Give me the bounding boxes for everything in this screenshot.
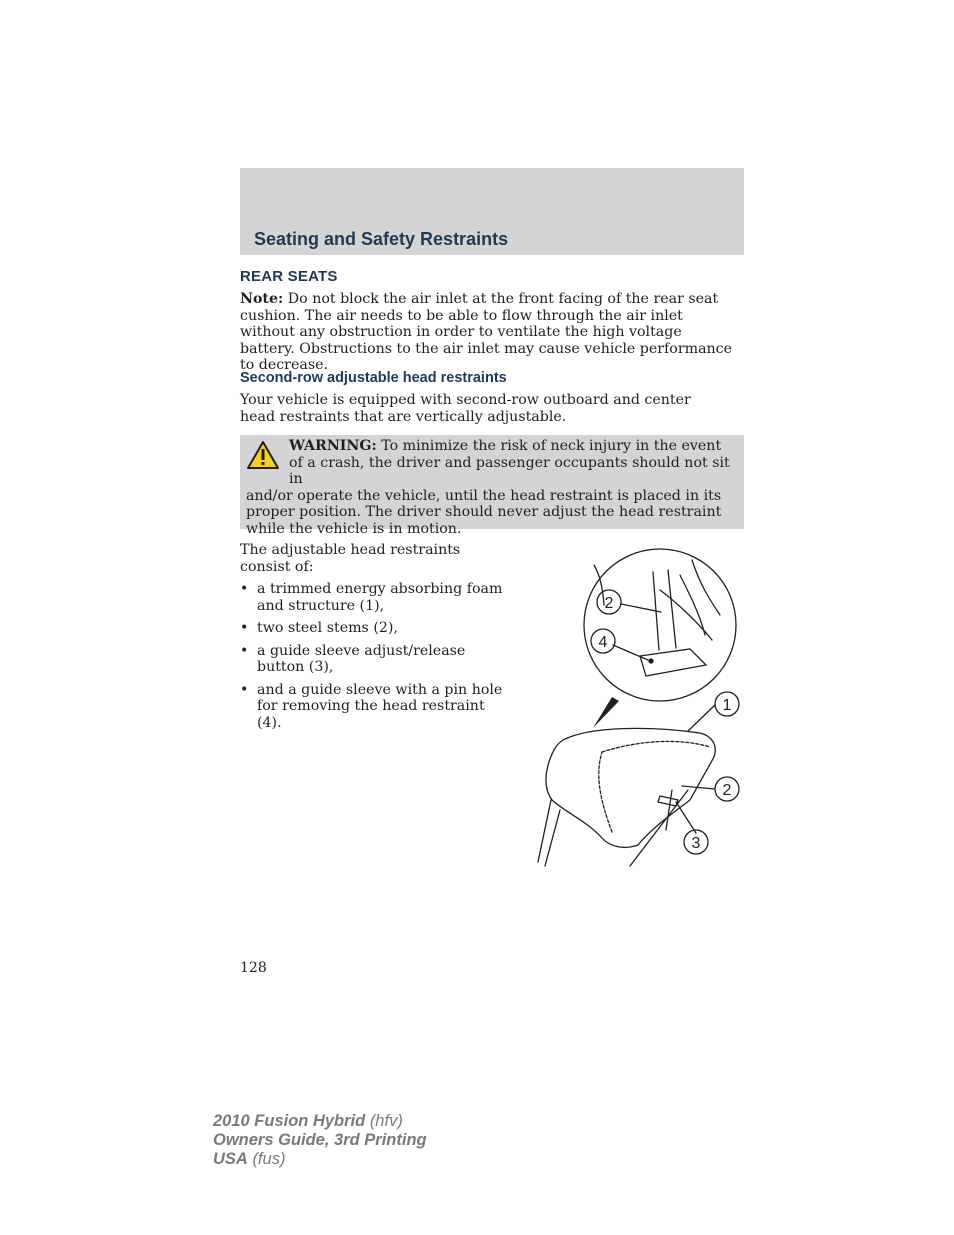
list-item xyxy=(240,643,510,676)
bullet-symbol: • xyxy=(240,581,249,597)
list-item xyxy=(240,620,510,637)
page-number: 128 xyxy=(240,960,267,976)
list-item-text: a trimmed energy absorbing foam and structure (1), xyxy=(257,581,503,614)
lower-stem-right xyxy=(630,790,688,866)
warning-text-1: To minimize the risk of neck injury in the event of a crash, the driver and passenger occupants should not sit in xyxy=(289,438,730,487)
list-item-text: two steel stems (2), xyxy=(257,620,398,636)
callout-label: 4 xyxy=(598,634,608,651)
list-item-text: a guide sleeve adjust/release button (3), xyxy=(257,642,466,675)
detail-stem xyxy=(653,570,676,650)
callout-label: 2 xyxy=(604,595,614,612)
list-item-text: and a guide sleeve with a pin hole for removing the head restraint (4). xyxy=(257,681,503,731)
guide-sleeve-button xyxy=(658,796,678,806)
warning-text xyxy=(246,438,738,537)
footer-model-code: (hfv) xyxy=(369,1112,403,1130)
section-title: Seating and Safety Restraints xyxy=(254,229,509,249)
component-list xyxy=(240,581,510,737)
head-restraints-heading: Second-row adjustable head restraints xyxy=(240,370,507,386)
rear-seats-note xyxy=(240,291,740,374)
footer-guide: Owners Guide, 3rd Printing xyxy=(213,1131,427,1149)
list-item xyxy=(240,581,510,614)
footer-market: USA xyxy=(213,1150,248,1168)
callout-label: 2 xyxy=(722,782,732,799)
head-restraint-illustration xyxy=(530,545,750,870)
pin-hole xyxy=(649,659,653,663)
consist-intro: The adjustable head restraints consist of: xyxy=(240,542,461,575)
warning-text-2: and/or operate the vehicle, until the head restraint is placed in its proper position. The driver should never adjust the head restraint while the vehicle is in motion. xyxy=(246,487,722,537)
callout-label: 1 xyxy=(722,697,732,714)
bullet-symbol: • xyxy=(240,620,249,636)
warning-label: WARNING: xyxy=(289,438,377,454)
footer-market-code: (fus) xyxy=(252,1150,286,1168)
note-label: Note: xyxy=(240,291,284,307)
lower-stem-left xyxy=(538,800,560,866)
rear-seats-heading: REAR SEATS xyxy=(240,268,338,285)
footer-model: 2010 Fusion Hybrid xyxy=(213,1112,366,1130)
bullet-symbol: • xyxy=(240,642,249,659)
bullet-symbol: • xyxy=(240,681,249,698)
head-restraint-cushion xyxy=(546,728,715,847)
callout-label: 3 xyxy=(691,835,701,852)
list-item xyxy=(240,682,510,732)
document-footer xyxy=(213,1112,427,1169)
note-text: Do not block the air inlet at the front facing of the rear seat cushion. The air needs to be able to flow through the air inlet without any obstruction in order to ventilate the high voltage battery. Obstructions to the air inlet may cause vehicle performance to decrease. xyxy=(240,291,733,373)
head-restraints-intro: Your vehicle is equipped with second-row outboard and center head restraints that are vertically adjustable. xyxy=(240,392,691,425)
detail-circle xyxy=(584,549,736,701)
